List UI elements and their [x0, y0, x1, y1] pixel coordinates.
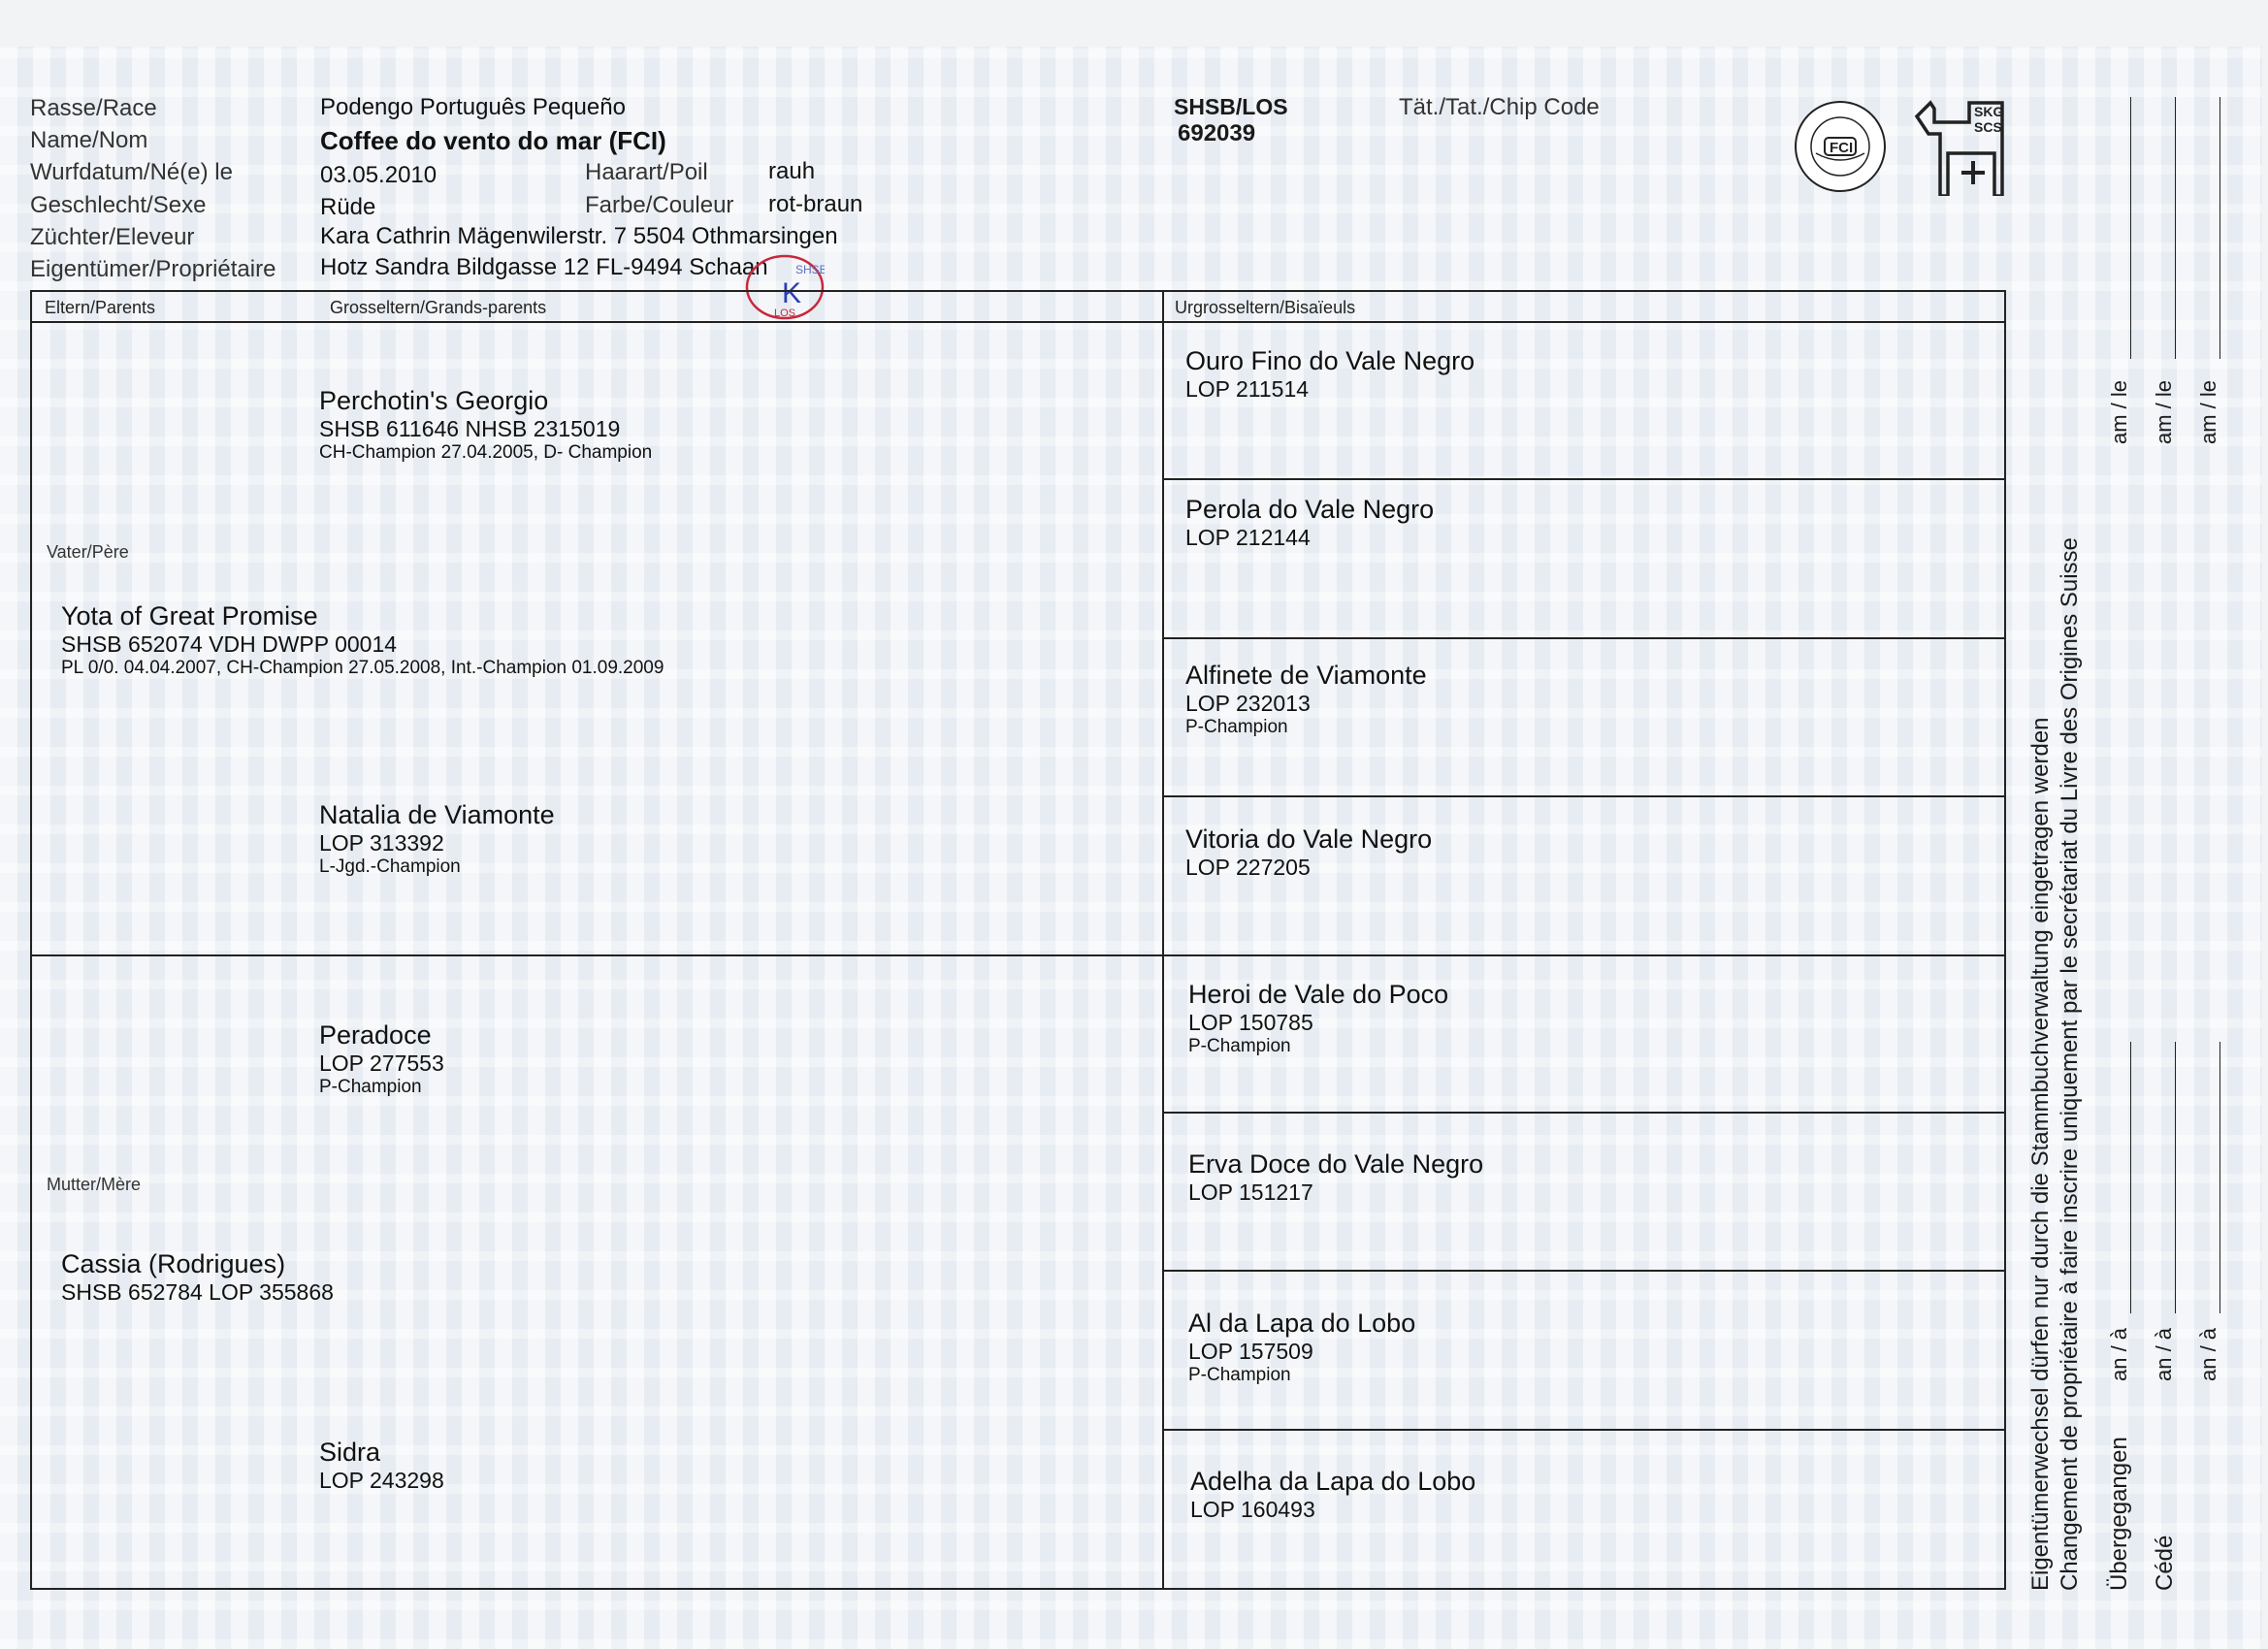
grandparent-entry	[319, 800, 555, 878]
gg-divider-6	[1162, 1270, 2006, 1272]
race-label: Rasse/Race	[30, 95, 157, 121]
fci-text: FCI	[1830, 140, 1854, 156]
great-grandparent-registration: LOP 160493	[1190, 1497, 1315, 1522]
great-grandparent-name: Perola do Vale Negro	[1185, 495, 1435, 524]
great-grandparent-entry	[1185, 495, 1434, 551]
chip-label: Tät./Tat./Chip Code	[1399, 94, 1600, 120]
great-grandparent-registration: LOP 211514	[1185, 376, 1310, 402]
breeder-label: Züchter/Eleveur	[30, 224, 195, 250]
dam-name: Cassia (Rodrigues)	[61, 1249, 286, 1278]
on-label: am / le	[2152, 379, 2176, 444]
transfer-line	[2130, 97, 2131, 359]
transferred-label: Übergegangen	[2106, 1437, 2132, 1591]
grandparent-titles: L-Jgd.-Champion	[319, 857, 461, 877]
fci-logo	[1793, 99, 1888, 194]
great-grandparents-column-divider	[1162, 290, 1164, 1590]
sire-titles: PL 0/0. 04.04.2007, CH-Champion 27.05.2008, Int.-Champion 01.09.2009	[61, 658, 664, 678]
grandparent-name: Sidra	[319, 1438, 381, 1467]
great-grandparent-name: Al da Lapa do Lobo	[1188, 1309, 1416, 1338]
great-grandparent-entry	[1188, 1309, 1415, 1386]
to-label: an / à	[2196, 1327, 2220, 1381]
dam-side-label: Mutter/Mère	[47, 1175, 142, 1194]
dog-name: Coffee do vento do mar (FCI)	[320, 126, 666, 155]
gg-divider-3	[1162, 795, 2006, 797]
color-label: Farbe/Couleur	[585, 192, 734, 218]
grandparent-registration: LOP 243298	[319, 1468, 444, 1493]
gg-divider-7	[1162, 1429, 2006, 1431]
transfer-line	[2130, 1042, 2131, 1313]
great-grandparent-name: Ouro Fino do Vale Negro	[1185, 346, 1475, 375]
birth-label: Wurfdatum/Né(e) le	[30, 159, 233, 185]
shsb-label: SHSB/LOS	[1174, 94, 1288, 119]
transfer-line	[2175, 97, 2176, 359]
gg-divider-4	[1162, 954, 2006, 956]
gg-divider-1	[1162, 478, 2006, 480]
grandparent-registration: LOP 313392	[319, 830, 444, 856]
grandparent-entry	[319, 1020, 444, 1098]
great-grandparent-name: Erva Doce do Vale Negro	[1188, 1149, 1484, 1179]
stamp-mid: K	[782, 277, 802, 309]
sire-side-label: Vater/Père	[47, 542, 129, 562]
great-grandparent-registration: LOP 157509	[1188, 1339, 1313, 1364]
sex-value: Rüde	[320, 194, 376, 220]
grandparent-name: Peradoce	[319, 1020, 432, 1050]
breeder-value: Kara Cathrin Mägenwilerstr. 7 5504 Othmarsingen	[320, 223, 838, 249]
owner-label: Eigentümer/Propriétaire	[30, 256, 276, 282]
great-grandparent-entry	[1188, 1149, 1483, 1206]
grandparents-column-header: Grosseltern/Grands-parents	[330, 298, 547, 317]
to-label: an / à	[2152, 1327, 2176, 1381]
parents-column-header: Eltern/Parents	[45, 298, 156, 317]
great-grandparent-registration: LOP 232013	[1185, 691, 1311, 716]
sire-registration: SHSB 652074 VDH DWPP 00014	[61, 631, 398, 657]
sire-dam-divider	[30, 954, 1164, 956]
sex-label: Geschlecht/Sexe	[30, 192, 207, 218]
transfer-notice-french: Changement de propriétaire à faire inscrire uniquement par le secrétariat du Livre des Origines Suisse	[2057, 537, 2083, 1591]
race-value: Podengo Português Pequeño	[320, 94, 626, 120]
great-grandparent-titles: P-Champion	[1188, 1036, 1291, 1056]
great-grandparent-registration: LOP 212144	[1185, 525, 1311, 550]
sire-name: Yota of Great Promise	[61, 601, 318, 630]
great-grandparent-entry	[1185, 661, 1427, 738]
great-grandparent-registration: LOP 151217	[1188, 1180, 1313, 1205]
grandparent-entry	[319, 386, 652, 464]
great-grandparent-registration: LOP 150785	[1188, 1010, 1313, 1035]
owner-value: Hotz Sandra Bildgasse 12 FL-9494 Schaan	[320, 254, 768, 280]
on-label: am / le	[2107, 379, 2131, 444]
great-grandparent-registration: LOP 227205	[1185, 855, 1311, 880]
hair-label: Haarart/Poil	[585, 159, 708, 185]
name-label: Name/Nom	[30, 127, 148, 153]
great-grandparent-name: Alfinete de Viamonte	[1185, 661, 1427, 690]
grandparent-name: Natalia de Viamonte	[319, 800, 555, 829]
stamp-top: SHSB	[795, 263, 825, 276]
transfer-line	[2219, 1042, 2220, 1313]
great-grandparent-titles: P-Champion	[1185, 717, 1288, 737]
gg-divider-5	[1162, 1112, 2006, 1114]
great-grandparents-column-header: Urgrosseltern/Bisaïeuls	[1175, 298, 1356, 317]
great-grandparent-name: Heroi de Vale do Poco	[1188, 980, 1449, 1009]
dam-registration: SHSB 652784 LOP 355868	[61, 1279, 334, 1305]
stamp-bottom: LOS	[774, 307, 796, 319]
color-value: rot-braun	[768, 191, 863, 217]
table-header-divider	[30, 321, 2006, 323]
skg-logo	[1909, 95, 2006, 196]
great-grandparent-entry	[1185, 346, 1474, 403]
great-grandparent-name: Adelha da Lapa do Lobo	[1190, 1467, 1476, 1496]
transfer-line	[2219, 97, 2220, 359]
dam-entry	[61, 1249, 334, 1306]
scs-text: SCS	[1974, 119, 2002, 135]
pedigree-table	[30, 290, 2006, 1590]
grandparent-name: Perchotin's Georgio	[319, 386, 549, 415]
grandparent-registration: SHSB 611646 NHSB 2315019	[319, 416, 621, 441]
birth-date: 03.05.2010	[320, 162, 437, 188]
grandparent-registration: LOP 277553	[319, 1051, 444, 1076]
great-grandparent-entry	[1190, 1467, 1475, 1523]
great-grandparent-titles: P-Champion	[1188, 1365, 1291, 1385]
grandparent-entry	[319, 1438, 444, 1494]
on-label: am / le	[2196, 379, 2220, 444]
great-grandparent-name: Vitoria do Vale Negro	[1185, 824, 1433, 854]
great-grandparent-entry	[1185, 824, 1432, 881]
transfer-notice-german: Eigentümerwechsel dürfen nur durch die Stammbuchverwaltung eingetragen werden	[2027, 717, 2054, 1591]
grandparent-titles: P-Champion	[319, 1077, 422, 1097]
gg-divider-2	[1162, 637, 2006, 639]
grandparent-titles: CH-Champion 27.04.2005, D- Champion	[319, 442, 653, 463]
to-label: an / à	[2107, 1327, 2131, 1381]
skg-text: SKG	[1974, 104, 2004, 119]
great-grandparent-entry	[1188, 980, 1448, 1057]
shsb-number: 692039	[1178, 120, 1256, 146]
transfer-line	[2175, 1042, 2176, 1313]
hair-value: rauh	[768, 158, 816, 184]
ceded-label: Cédé	[2152, 1535, 2178, 1591]
sire-entry	[61, 601, 664, 679]
